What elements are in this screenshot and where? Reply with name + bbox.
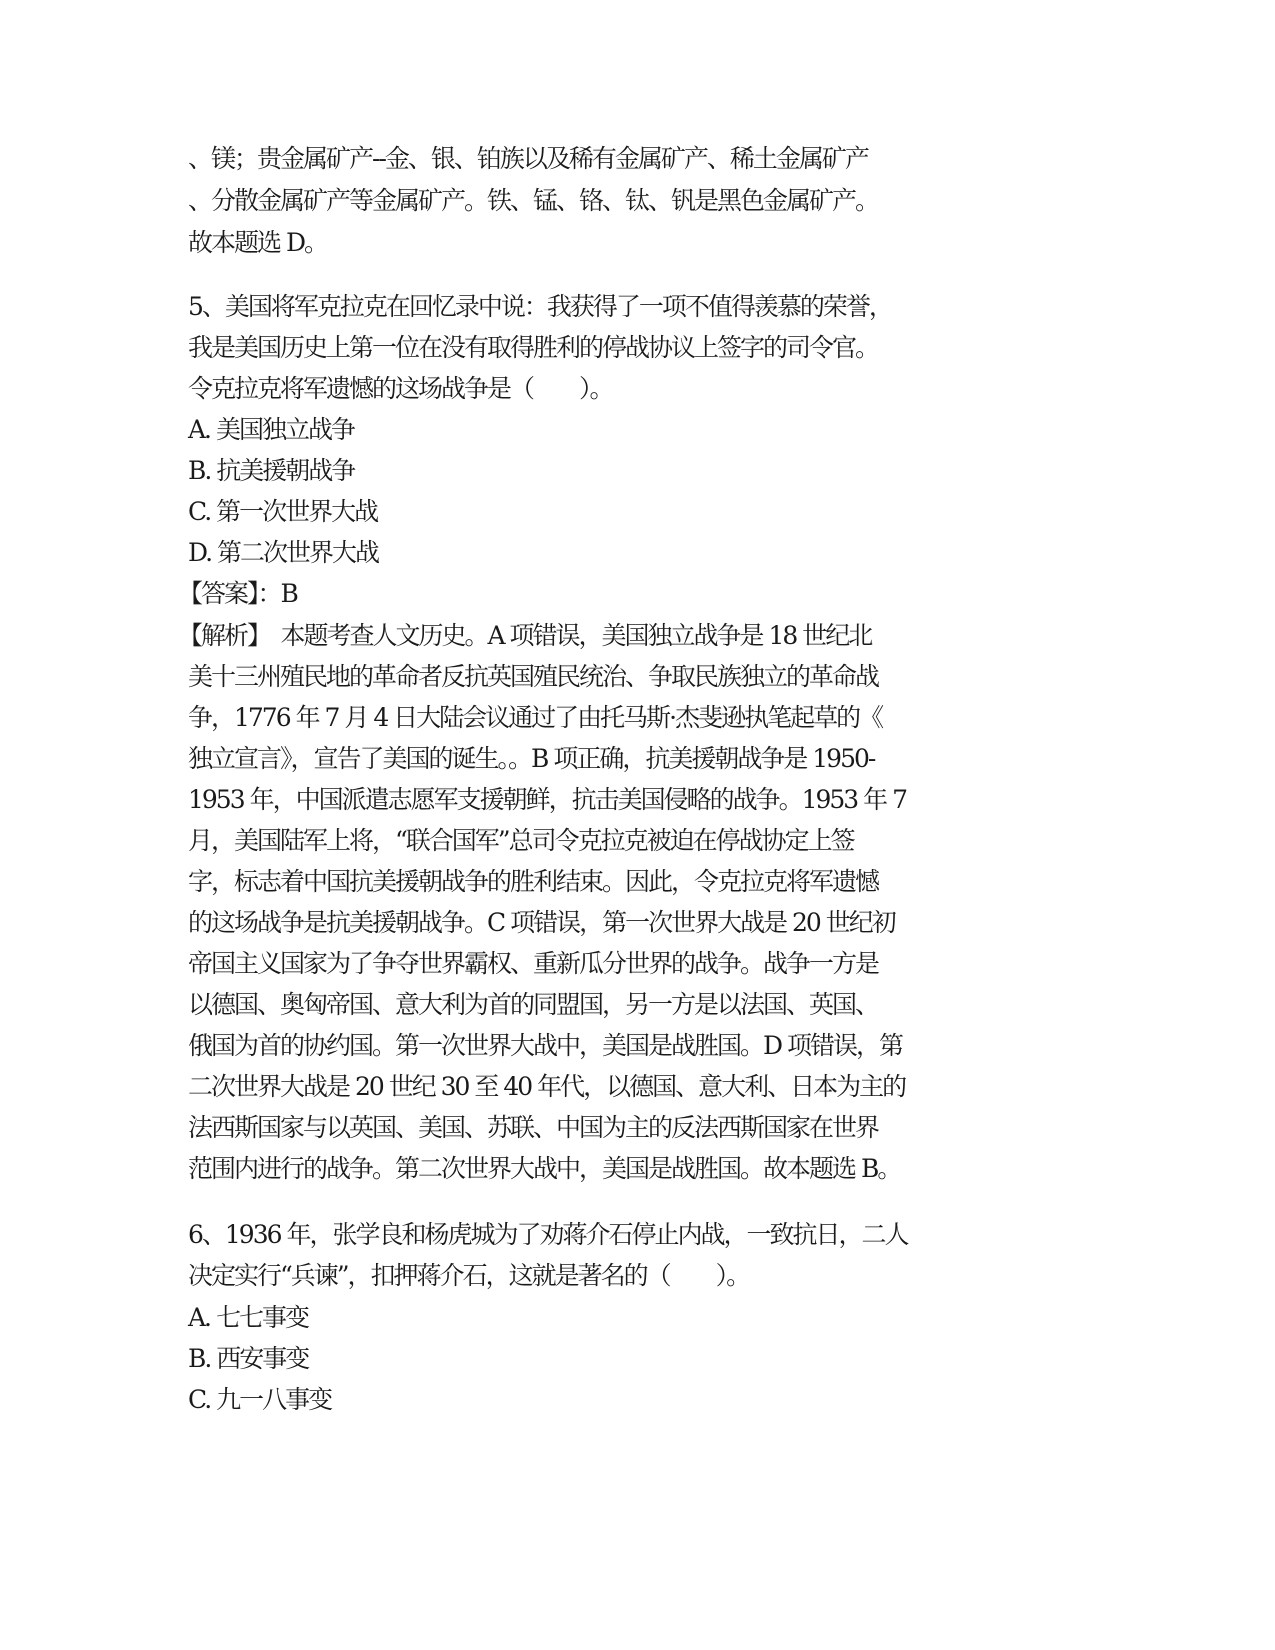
prev-explanation-line: 故本题选 D。 (188, 228, 327, 257)
q5-stem-line: 5、美国将军克拉克在回忆录中说：我获得了一项不值得羡慕的荣誉， (188, 292, 892, 321)
q6-stem-line: 决定实行“兵谏”，扣押蒋介石，这就是著名的（ ）。 (188, 1261, 750, 1290)
q5-analysis-line: 以德国、奥匈帝国、意大利为首的同盟国，另一方是以法国、英国、 (188, 990, 879, 1019)
q5-option-c: C. 第一次世界大战 (188, 497, 378, 526)
q5-answer: 【答案】：B (178, 579, 297, 608)
q5-analysis-line: 美十三州殖民地的革命者反抗英国殖民统治、争取民族独立的革命战 (188, 662, 879, 691)
q6-option-c: C. 九一八事变 (188, 1385, 332, 1414)
q5-analysis-line: 二次世界大战是 20 世纪 30 至 40 年代，以德国、意大利、日本为主的 (188, 1072, 906, 1101)
q5-analysis-line: 的这场战争是抗美援朝战争。C 项错误，第一次世界大战是 20 世纪初 (188, 908, 895, 937)
q5-analysis-line: 独立宣言》，宣告了美国的诞生。。B 项正确，抗美援朝战争是 1950- (188, 744, 875, 773)
q5-stem-line: 令克拉克将军遗憾的这场战争是（ ）。 (188, 374, 613, 403)
prev-explanation-line: 、镁；贵金属矿产--金、银、铂族以及稀有金属矿产、稀土金属矿产 (188, 144, 868, 173)
q5-analysis-line: 【解析】 本题考查人文历史。A 项错误，美国独立战争是 18 世纪北 (178, 621, 872, 650)
q5-stem-line: 我是美国历史上第一位在没有取得胜利的停战协议上签字的司令官。 (188, 333, 879, 362)
q5-analysis-line: 法西斯国家与以英国、美国、苏联、中国为主的反法西斯国家在世界 (188, 1113, 879, 1142)
q5-analysis-line: 帝国主义国家为了争夺世界霸权、重新瓜分世界的战争。战争一方是 (188, 949, 879, 978)
q5-analysis-line: 范围内进行的战争。第二次世界大战中，美国是战胜国。故本题选 B。 (188, 1154, 901, 1183)
q5-analysis-line: 月，美国陆军上将，“联合国军”总司令克拉克被迫在停战协定上签 (188, 826, 854, 855)
q5-analysis-line: 字，标志着中国抗美援朝战争的胜利结束。因此，令克拉克将军遗憾 (188, 867, 879, 896)
q5-option-a: A. 美国独立战争 (188, 415, 354, 444)
q5-option-b: B. 抗美援朝战争 (188, 456, 355, 485)
q5-analysis-line: 争，1776 年 7 月 4 日大陆会议通过了由托马斯·杰斐逊执笔起草的《 (188, 703, 883, 732)
q6-option-a: A. 七七事变 (188, 1303, 308, 1332)
q6-option-b: B. 西安事变 (188, 1344, 309, 1373)
q5-analysis-line: 俄国为首的协约国。第一次世界大战中，美国是战胜国。D 项错误，第 (188, 1031, 902, 1060)
q5-analysis-line: 1953 年，中国派遣志愿军支援朝鲜，抗击美国侵略的战争。1953 年 7 (188, 785, 906, 814)
q5-option-d: D. 第二次世界大战 (188, 538, 379, 567)
prev-explanation-line: 、分散金属矿产等金属矿产。铁、锰、铬、钛、钒是黑色金属矿产。 (188, 186, 879, 215)
q6-stem-line: 6、1936 年，张学良和杨虎城为了劝蒋介石停止内战，一致抗日，二人 (188, 1220, 908, 1249)
